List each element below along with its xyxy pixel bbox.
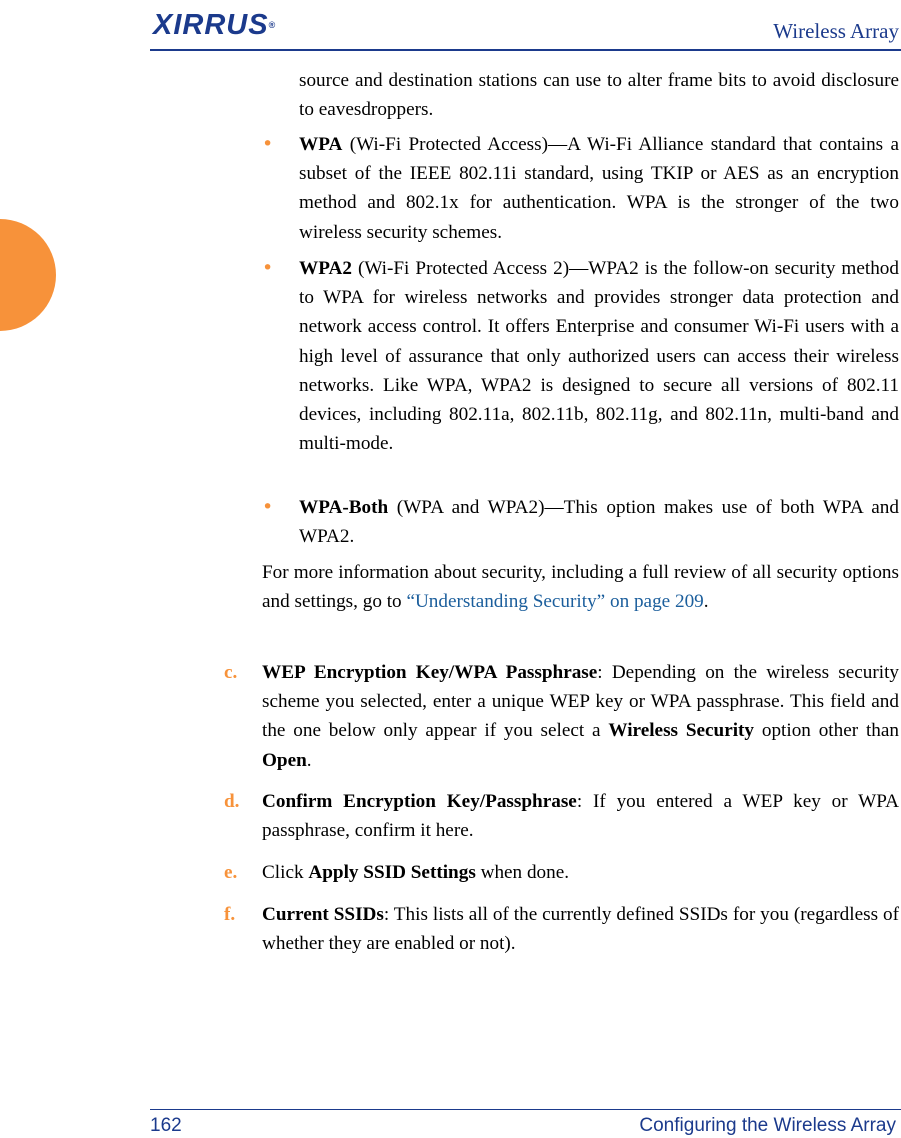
page-number: 162 xyxy=(150,1115,182,1136)
bullet-item-wpa: WPA (Wi-Fi Protected Access)—A Wi-Fi Alliance standard that contains a subset of the IEEE 802.11i standard, using TKIP or AES as an encryption method and 802.1x for authentication. WPA is the stronger of the two wireless security schemes. xyxy=(299,134,899,243)
bullet-icon: • xyxy=(262,496,274,518)
footer-chapter-title: Configuring the Wireless Array xyxy=(639,1115,896,1136)
bullet-icon: • xyxy=(262,257,274,279)
bullet-item-wpa-both: WPA-Both (WPA and WPA2)—This option makes use of both WPA and WPA2. xyxy=(299,497,899,548)
step-f: Current SSIDs: This lists all of the currently defined SSIDs for you (regardless of whether they are enabled or not). xyxy=(262,904,899,955)
bullet-item-wpa2: WPA2 (Wi-Fi Protected Access 2)—WPA2 is the follow-on security method to WPA for wireless networks and provides stronger data protection and network access control. It offers Enterprise and consumer Wi-Fi users with a high level of assurance that only authorized users can access their wireless networks. Like WPA, WPA2 is designed to secure all versions of 802.11 devices, including 802.11a, 802.11b, 802.11g, and 802.11n, multi-band and multi-mode. xyxy=(299,258,899,455)
paragraph-continuation: source and destination stations can use to alter frame bits to avoid disclosure to eavesdroppers. xyxy=(299,70,899,121)
footer-divider xyxy=(150,1109,901,1110)
step-e: Click Apply SSID Settings when done. xyxy=(262,862,570,883)
xirrus-logo: XIRRUS® xyxy=(153,9,277,41)
step-letter: c. xyxy=(224,662,238,683)
more-info-paragraph: For more information about security, including a full review of all security options and settings, go to “Understanding Security” on page 209. xyxy=(262,562,899,613)
bullet-icon: • xyxy=(262,133,274,155)
cross-reference-link[interactable]: “Understanding Security” on page 209 xyxy=(406,591,704,613)
step-d: Confirm Encryption Key/Passphrase: If you entered a WEP key or WPA passphrase, confirm it here. xyxy=(262,791,899,842)
header-divider xyxy=(150,49,901,51)
chapter-tab-marker xyxy=(0,219,56,331)
step-letter: d. xyxy=(224,791,240,812)
running-header-title: Wireless Array xyxy=(773,19,899,43)
step-c: WEP Encryption Key/WPA Passphrase: Depending on the wireless security scheme you selected, enter a unique WEP key or WPA passphrase. This field and the one below only appear if you select a Wireless Security option other than Open. xyxy=(262,662,899,771)
step-letter: f. xyxy=(224,904,236,925)
step-letter: e. xyxy=(224,862,238,883)
